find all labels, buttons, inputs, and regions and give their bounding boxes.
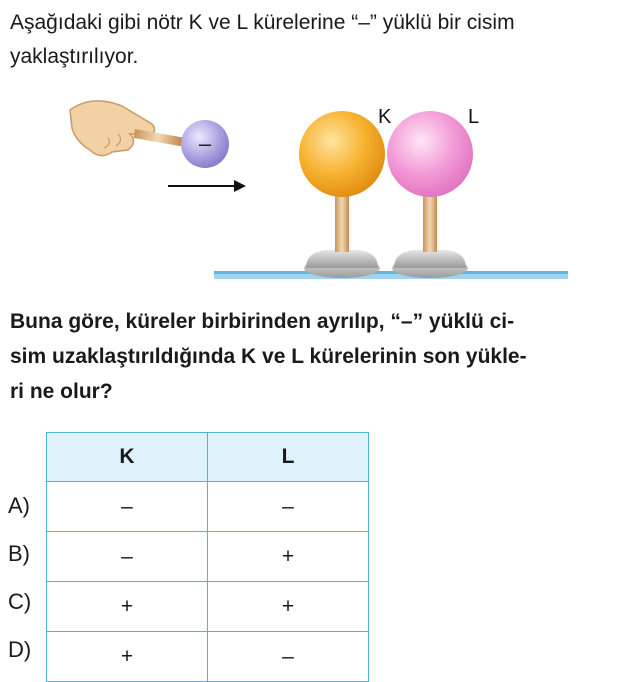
cell-k: + bbox=[47, 632, 208, 682]
arrow-right-icon bbox=[168, 180, 246, 192]
electroscope-figure bbox=[0, 80, 644, 290]
option-d-label[interactable]: D) bbox=[8, 637, 32, 662]
cell-l: + bbox=[208, 582, 369, 632]
question-line-3: ri ne olur? bbox=[10, 380, 113, 403]
cell-l: – bbox=[208, 482, 369, 532]
cell-k: – bbox=[47, 532, 208, 582]
sphere-k-label: K bbox=[378, 106, 392, 128]
charge-sign: – bbox=[198, 131, 212, 156]
intro-line-1: Aşağıdaki gibi nötr K ve L kürelerine “–” yüklü bir cisim bbox=[10, 11, 515, 34]
cell-l: + bbox=[208, 532, 369, 582]
sphere-l-stand bbox=[387, 111, 473, 278]
cell-l: – bbox=[208, 632, 369, 682]
hand-icon bbox=[70, 101, 155, 156]
table-row[interactable] bbox=[47, 532, 369, 582]
question-text bbox=[10, 304, 636, 409]
question-line-2: sim uzaklaştırıldığında K ve L kürelerinin son yükle- bbox=[10, 345, 527, 368]
option-b-label[interactable]: B) bbox=[8, 541, 30, 566]
table-row[interactable] bbox=[47, 632, 369, 682]
table-row[interactable] bbox=[47, 482, 369, 532]
option-c-label[interactable]: C) bbox=[8, 589, 32, 614]
table-header-row bbox=[47, 433, 369, 482]
answer-table bbox=[46, 432, 369, 682]
sphere-k-stand bbox=[299, 111, 385, 278]
sphere-l bbox=[387, 111, 473, 197]
intro-line-2: yaklaştırılıyor. bbox=[10, 45, 139, 68]
cell-k: – bbox=[47, 482, 208, 532]
table-row[interactable] bbox=[47, 582, 369, 632]
intro-text bbox=[10, 6, 638, 74]
option-a-label[interactable]: A) bbox=[8, 493, 30, 518]
question-line-1: Buna göre, küreler birbirinden ayrılıp, “–” yüklü ci- bbox=[10, 310, 515, 333]
header-l: L bbox=[208, 433, 369, 482]
cell-k: + bbox=[47, 582, 208, 632]
sphere-l-label: L bbox=[468, 106, 480, 128]
sphere-k bbox=[299, 111, 385, 197]
header-k: K bbox=[47, 433, 208, 482]
